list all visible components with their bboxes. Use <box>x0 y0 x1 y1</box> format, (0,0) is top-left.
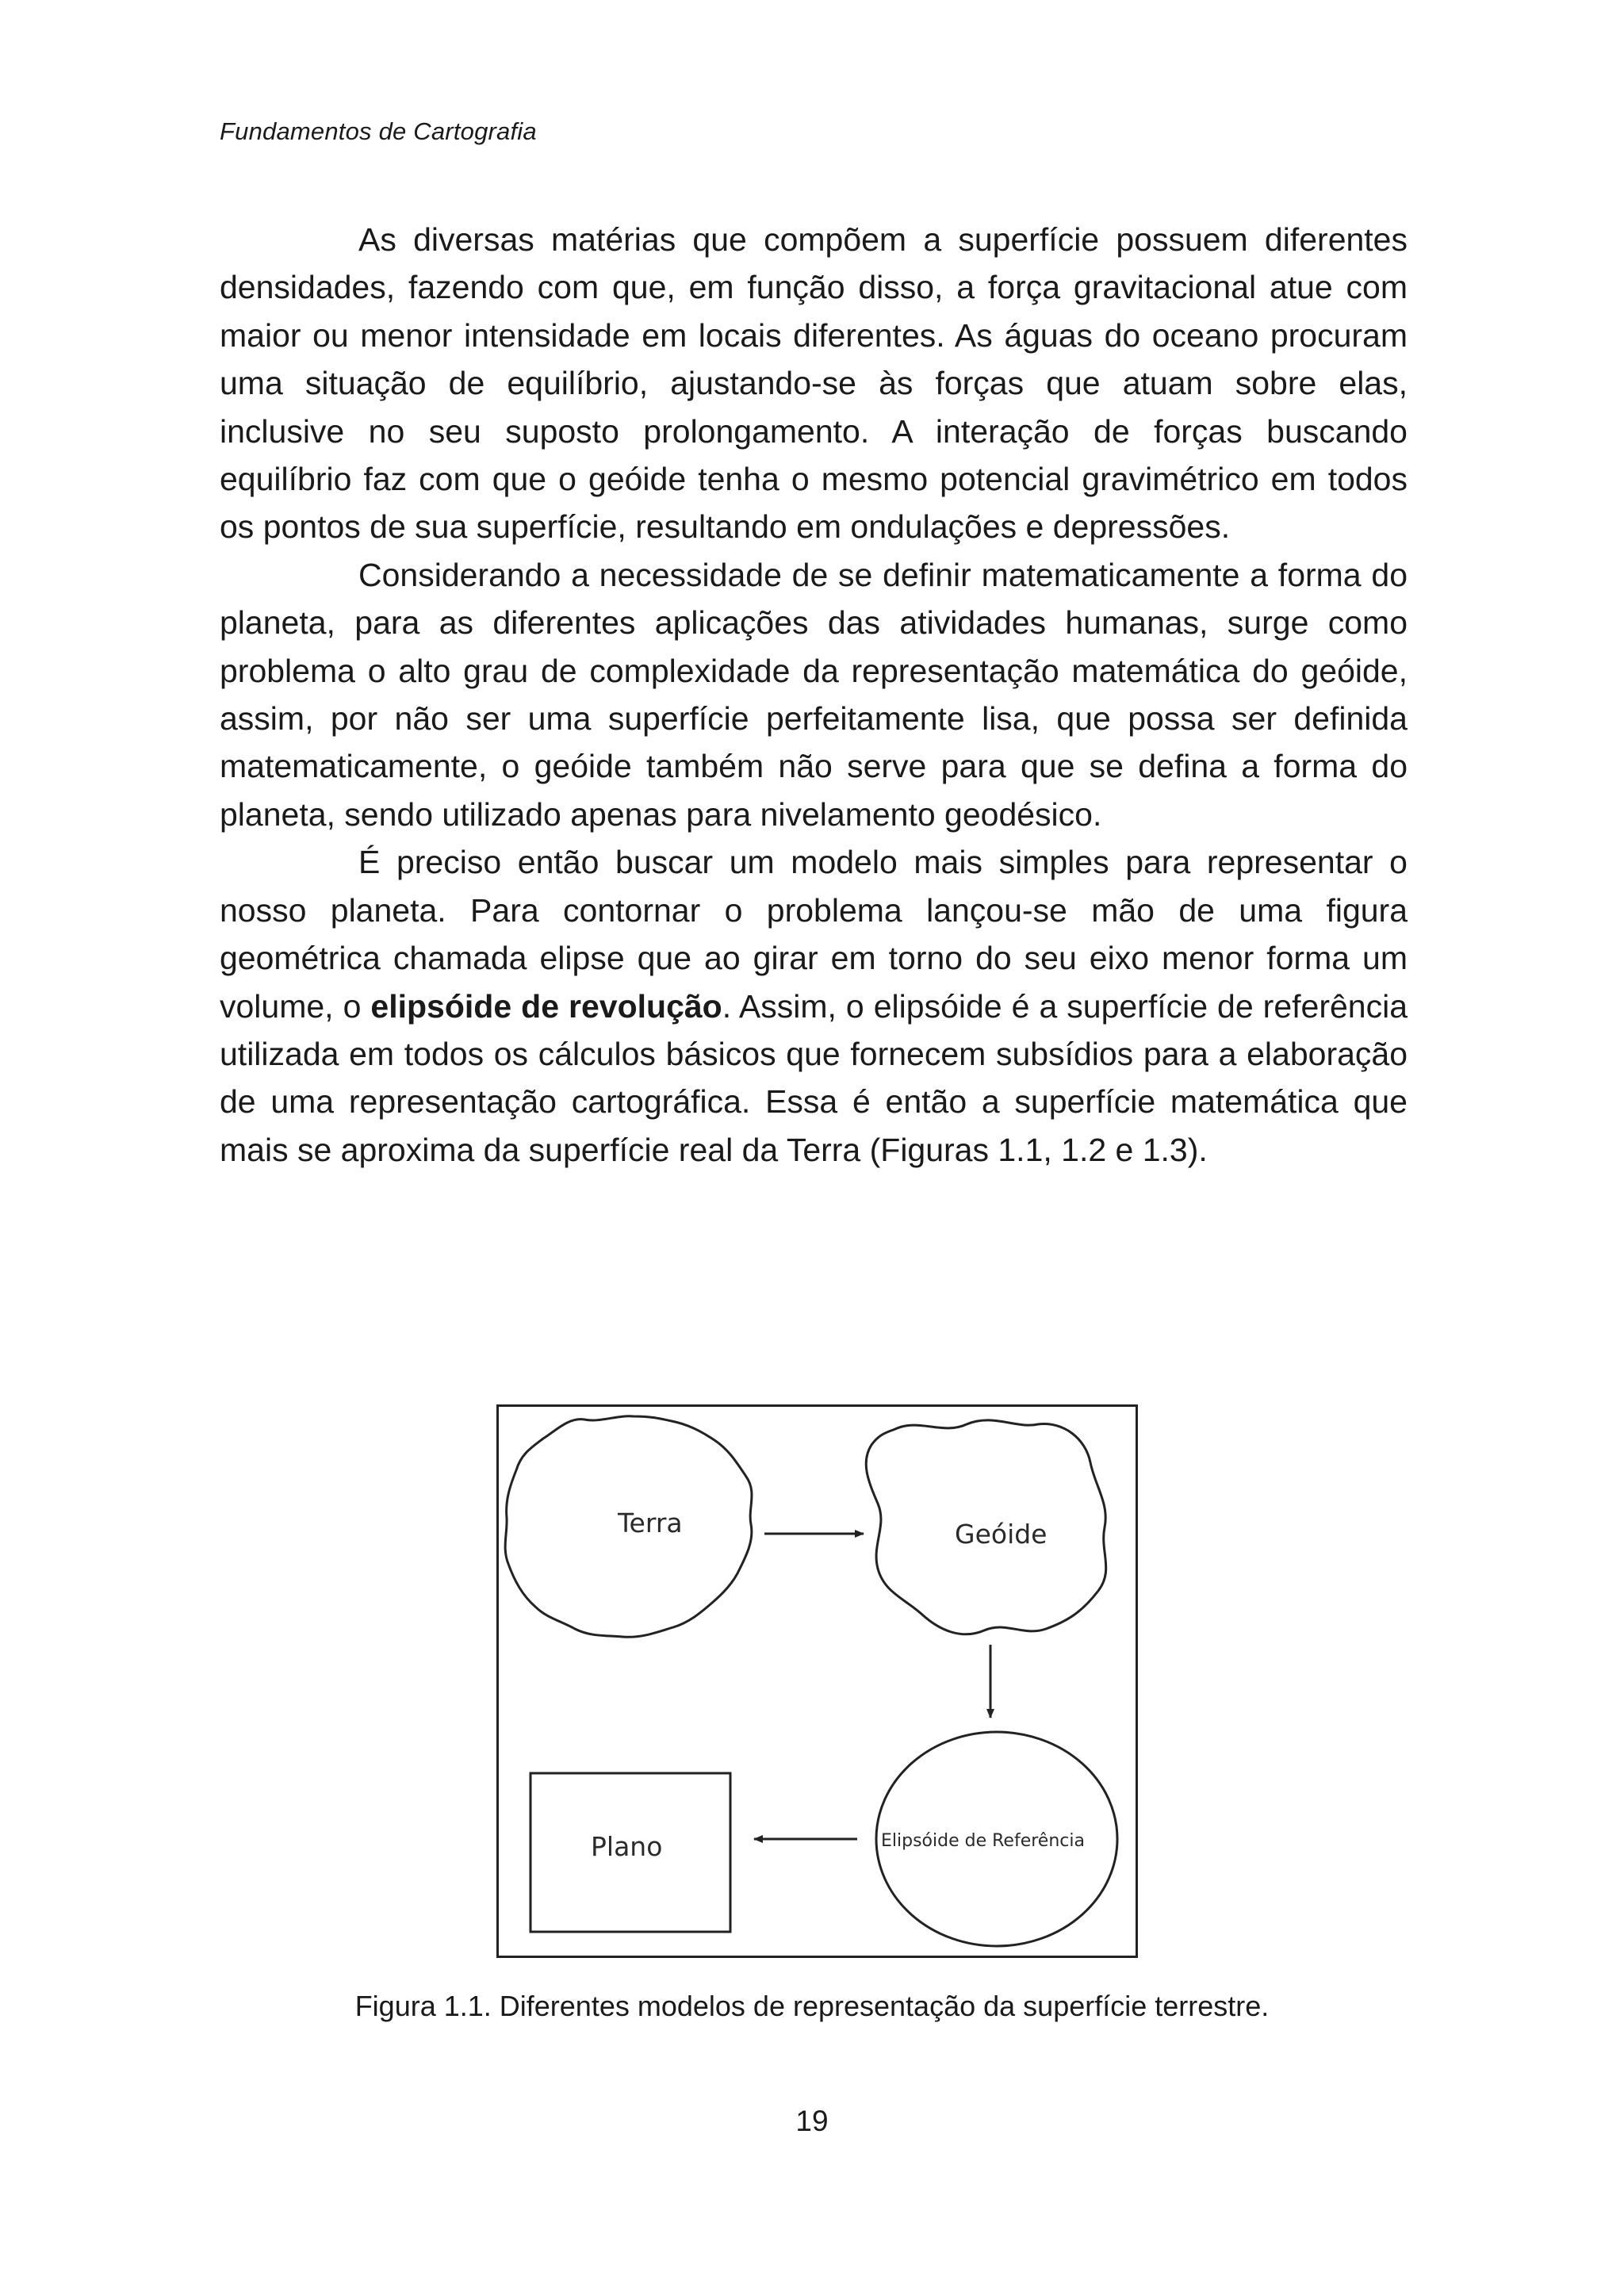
figure-1-1 <box>496 1404 1138 1958</box>
paragraph-1: As diversas matérias que compõem a superfície possuem diferentes densidades, fazendo com que, em função disso, a força gravitacional atue com maior ou menor intensidade em locais diferentes. As águas do oceano procuram uma situação de equilíbrio, ajustando-se às forças que atuam sobre elas, inclusive no seu suposto prolongamento. A interação de forças buscando equilíbrio faz com que o geóide tenha o mesmo potencial gravimétrico em todos os pontos de sua superfície, resultando em ondulações e depressões. <box>220 221 1408 546</box>
geoide-label: Geóide <box>955 1519 1048 1550</box>
paragraph-3-end: . Assim, o elipsóide é a superfície de referência utilizada em todos os cálculos básicos que fornecem subsídios para a elaboração de uma representação cartográfica. Essa é então a superfície matemática que mais se aproxima da superfície real da Terra (Figuras 1.1, 1.2 e 1.3). <box>220 987 1408 1168</box>
figure-caption: Figura 1.1. Diferentes modelos de representação da superfície terrestre. <box>354 1990 1270 2022</box>
elipsoide-label: Elipsóide de Referência <box>881 1831 1085 1851</box>
page-number: 19 <box>795 2105 829 2137</box>
paragraph-3-bold-term: elipsóide de revolução <box>370 987 722 1025</box>
plano-label: Plano <box>591 1831 663 1862</box>
figure-diagram <box>499 1407 1136 1956</box>
paragraph-2: Considerando a necessidade de se definir matematicamente a forma do planeta, para as diferentes aplicações das atividades humanas, surge como problema o alto grau de complexidade da representação matemática do geóide, assim, por não ser uma superfície perfeitamente lisa, que possa ser definida matematicamente, o geóide também não serve para que se defina a forma do planeta, sendo utilizado apenas para nivelamento geodésico. <box>220 556 1408 833</box>
paragraph-3 <box>220 838 1408 1174</box>
terra-label: Terra <box>618 1508 683 1538</box>
body-text <box>220 216 1408 1174</box>
running-header: Fundamentos de Cartografia <box>220 117 537 145</box>
paragraph-3-start: É preciso então buscar um modelo mais simples para representar o nosso planeta. Para contornar o problema lançou-se mão de uma figura geométrica chamada elipse que ao girar em torno do seu eixo menor forma um volume, o <box>220 844 1408 1025</box>
